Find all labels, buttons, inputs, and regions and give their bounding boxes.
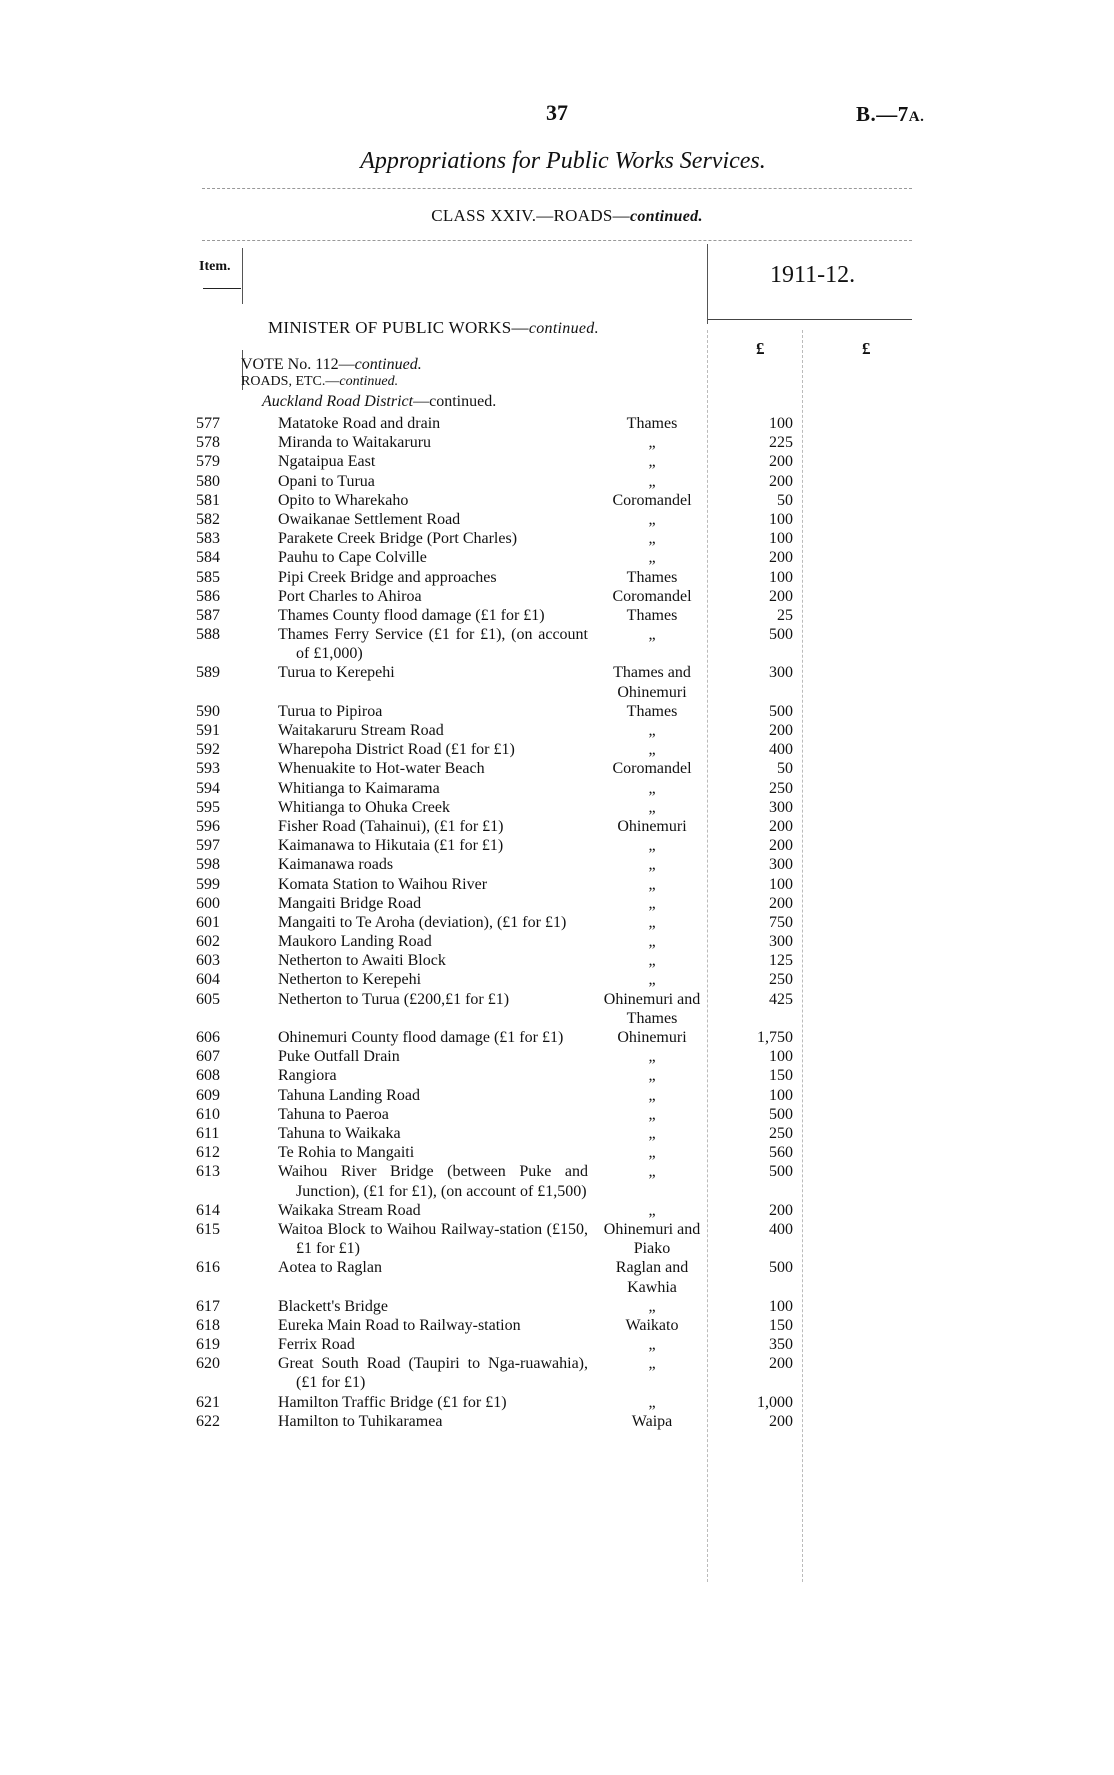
item-number: 589 [196,664,220,682]
item-number: 585 [196,568,220,586]
item-number: 619 [196,1336,220,1354]
item-number: 588 [196,626,220,644]
table-top-rule [202,240,912,241]
item-description: Blackett's Bridge [278,1297,388,1315]
item-amount: 350 [769,1336,793,1354]
item-amount: 200 [769,1201,793,1219]
item-description: Tahuna to Paeroa [278,1105,389,1123]
item-amount: 1,750 [757,1029,793,1047]
item-number: 591 [196,722,220,740]
table-row [0,721,1114,740]
year-header-rule [708,319,912,320]
table-row [0,1316,1114,1335]
item-number: 584 [196,549,220,567]
item-amount: 425 [769,990,793,1008]
vote-heading [241,356,422,374]
item-amount: 100 [769,1297,793,1315]
table-row [0,990,1114,1028]
table-row [0,855,1114,874]
title-rule [202,188,912,189]
item-county: „ [648,1355,656,1373]
item-description: Parakete Creek Bridge (Port Charles) [278,530,518,548]
table-row [0,491,1114,510]
item-county: „ [648,1393,656,1411]
district-heading-continued: —continued. [413,393,497,410]
table-row [0,1028,1114,1047]
item-description: Ferrix Road [278,1336,355,1354]
item-county: „ [648,933,656,951]
item-number: 598 [196,856,220,874]
table-row [0,970,1114,989]
roads-heading [241,374,398,390]
item-description: Komata Station to Waihou River [278,875,488,893]
item-amount: 100 [769,1086,793,1104]
item-description: Eureka Main Road to Railway-station [278,1316,521,1334]
item-amount: 200 [769,837,793,855]
item-description: Whenuakite to Hot-water Beach [278,760,485,778]
item-description: Fisher Road (Tahainui), (£1 for £1) [278,817,504,835]
item-description: Opito to Wharekaho [278,491,409,509]
item-county: „ [648,453,656,471]
year-header: 1911-12. [770,262,856,288]
item-number: 577 [196,415,220,432]
item-county: „ [648,741,656,759]
item-amount: 200 [769,1355,793,1373]
table-row [0,875,1114,894]
item-amount: 50 [777,491,793,509]
item-county: „ [648,530,656,548]
item-amount: 300 [769,664,793,682]
table-row [0,587,1114,606]
item-number: 618 [196,1316,220,1334]
item-description: Port Charles to Ahiroa [278,587,422,605]
item-amount: 200 [769,894,793,912]
item-description: Aotea to Raglan [278,1259,382,1277]
item-amount: 100 [769,875,793,893]
item-amount: 100 [769,568,793,586]
item-column-divider [242,248,243,304]
item-county: „ [648,1124,656,1142]
table-row [0,472,1114,491]
item-county: Coromandel [612,760,692,778]
item-amount: 200 [769,453,793,471]
table-row [0,1258,1114,1296]
item-number: 587 [196,606,220,624]
district-heading [262,393,496,411]
table-row [0,1162,1114,1200]
item-number: 611 [196,1124,220,1142]
minister-heading-continued: continued. [528,320,599,337]
item-amount: 200 [769,587,793,605]
item-amount: 500 [769,1105,793,1123]
item-amount: 200 [769,549,793,567]
table-row [0,452,1114,471]
item-number: 594 [196,779,220,797]
table-row [0,1086,1114,1105]
item-description: Waihou River Bridge (between Puke and Junction), (£1 for £1), (on account of £1,500) [278,1163,588,1200]
item-description: Whitianga to Kaimarama [278,779,440,797]
item-description: Netherton to Kerepehi [278,971,422,989]
table-row [0,625,1114,663]
item-number: 581 [196,491,220,509]
item-description: Netherton to Turua (£200,£1 for £1) [278,990,510,1008]
table-row [0,1220,1114,1258]
item-number: 612 [196,1144,220,1162]
item-amount: 1,000 [757,1393,793,1411]
table-row [0,702,1114,721]
item-amount: 225 [769,434,793,452]
table-row [0,510,1114,529]
item-number: 592 [196,741,220,759]
item-county: Coromandel [612,587,692,605]
item-county: Coromandel [612,491,692,509]
item-county: Thames [626,702,678,720]
item-number: 583 [196,530,220,548]
item-number: 602 [196,933,220,951]
item-amount: 100 [769,415,793,432]
item-description: Whitianga to Ohuka Creek [278,798,450,816]
item-amount: 750 [769,913,793,931]
item-number: 606 [196,1029,220,1047]
year-column-divider [707,244,708,324]
pound-header-col1: £ [756,339,765,358]
item-number: 616 [196,1259,220,1277]
item-amount: 500 [769,626,793,644]
table-row [0,1393,1114,1412]
item-county: „ [648,1048,656,1066]
item-county: „ [648,1163,656,1181]
pound-header-col2: £ [862,339,871,358]
district-heading-main: Auckland Road District [262,393,414,410]
item-amount: 400 [769,1220,793,1238]
item-county: „ [648,856,656,874]
item-county: „ [648,510,656,528]
page-title: Appropriations for Public Works Services. [360,148,766,174]
item-amount: 200 [769,817,793,835]
item-number: 593 [196,760,220,778]
item-county: „ [648,1297,656,1315]
item-amount: 560 [769,1144,793,1162]
item-header-rule [203,288,241,289]
table-row [0,1201,1114,1220]
table-row [0,759,1114,778]
item-amount: 25 [777,606,793,624]
item-amount: 400 [769,741,793,759]
item-amount: 500 [769,702,793,720]
item-county: Thames [626,568,678,586]
item-amount: 100 [769,510,793,528]
item-description: Waitakaruru Stream Road [278,722,444,740]
item-county: „ [648,722,656,740]
table-row [0,1297,1114,1316]
minister-heading-main: MINISTER OF PUBLIC WORKS— [268,318,529,337]
item-description: Waikaka Stream Road [278,1201,421,1219]
item-number: 614 [196,1201,220,1219]
item-description: Turua to Pipiroa [278,702,383,720]
item-amount: 150 [769,1316,793,1334]
item-description: Pauhu to Cape Colville [278,549,427,567]
item-county: „ [648,913,656,931]
item-description: Pipi Creek Bridge and approaches [278,568,497,586]
item-description: Hamilton to Tuhikaramea [278,1412,443,1430]
item-number: 605 [196,990,220,1008]
item-county: „ [648,434,656,452]
item-number: 586 [196,587,220,605]
item-number: 596 [196,817,220,835]
table-row [0,1354,1114,1392]
table-row [0,1047,1114,1066]
table-row [0,894,1114,913]
class-heading-continued: continued. [629,208,703,225]
item-amount: 200 [769,1412,793,1430]
item-county: „ [648,837,656,855]
page-number: 37 [546,100,568,125]
item-county: „ [648,1336,656,1354]
item-description: Ohinemuri County flood damage (£1 for £1) [278,1029,564,1047]
table-row [0,913,1114,932]
table-row [0,1412,1114,1431]
table-row [0,606,1114,625]
table-row [0,740,1114,759]
item-number: 603 [196,952,220,970]
item-number: 580 [196,472,220,490]
item-number: 582 [196,510,220,528]
item-county: „ [648,1086,656,1104]
item-column-header: Item. [199,259,231,274]
vote-heading-main: VOTE No. 112— [241,356,355,373]
item-number: 607 [196,1048,220,1066]
minister-heading [268,318,599,338]
item-county: Ohinemuri [617,817,687,835]
roads-heading-continued: continued. [339,374,399,389]
item-number: 620 [196,1355,220,1373]
item-description: Thames Ferry Service (£1 for £1), (on account of £1,000) [278,626,588,663]
item-county: Thames [626,606,678,624]
item-amount: 250 [769,1124,793,1142]
table-row [0,414,1114,433]
item-county: Waikato [625,1316,679,1334]
table-row [0,1124,1114,1143]
table-row [0,798,1114,817]
item-county: Thames and Ohinemuri [613,664,691,701]
table-row [0,932,1114,951]
item-county: Waipa [631,1412,673,1430]
document-reference [856,102,924,127]
table-row [0,817,1114,836]
item-amount: 150 [769,1067,793,1085]
reference-suffix: A. [908,109,925,125]
item-county: Ohinemuri [617,1029,687,1047]
item-amount: 200 [769,722,793,740]
class-heading [0,206,1114,226]
item-description: Tahuna Landing Road [278,1086,420,1104]
item-description: Hamilton Traffic Bridge (£1 for £1) [278,1393,507,1411]
item-amount: 50 [777,760,793,778]
item-county: Ohinemuri and Thames [603,990,701,1027]
item-number: 578 [196,434,220,452]
item-number: 617 [196,1297,220,1315]
item-description: Waitoa Block to Waihou Railway-station (£150, £1 for £1) [278,1220,588,1258]
item-description: Kaimanawa roads [278,856,394,874]
item-amount: 250 [769,971,793,989]
item-description: Rangiora [278,1067,337,1085]
table-row [0,529,1114,548]
item-description: Maukoro Landing Road [278,933,432,951]
item-amount: 250 [769,779,793,797]
item-county: „ [648,549,656,567]
item-number: 613 [196,1163,220,1181]
item-number: 621 [196,1393,220,1411]
table-row [0,433,1114,452]
item-county: „ [648,1144,656,1162]
table-body [0,414,1114,1431]
table-row [0,663,1114,701]
item-number: 610 [196,1105,220,1123]
item-county: „ [648,894,656,912]
table-row [0,1066,1114,1085]
table-row [0,779,1114,798]
item-amount: 100 [769,1048,793,1066]
roads-heading-main: ROADS, ETC.— [241,374,340,389]
item-number: 595 [196,798,220,816]
item-amount: 200 [769,472,793,490]
item-description: Puke Outfall Drain [278,1048,400,1066]
item-description: Ngataipua East [278,453,376,471]
item-county: „ [648,472,656,490]
item-number: 579 [196,453,220,471]
item-county: „ [648,971,656,989]
item-description: Matatoke Road and drain [278,415,441,432]
item-number: 604 [196,971,220,989]
table-row [0,1105,1114,1124]
item-amount: 125 [769,952,793,970]
item-amount: 300 [769,933,793,951]
item-county: „ [648,779,656,797]
item-amount: 300 [769,856,793,874]
item-number: 608 [196,1067,220,1085]
item-county: „ [648,798,656,816]
item-number: 600 [196,894,220,912]
table-row [0,1143,1114,1162]
item-description: Owaikanae Settlement Road [278,510,461,528]
item-number: 609 [196,1086,220,1104]
item-description: Thames County flood damage (£1 for £1) [278,606,545,624]
item-number: 622 [196,1412,220,1430]
table-row [0,568,1114,587]
item-number: 601 [196,913,220,931]
item-description: Great South Road (Taupiri to Nga-ruawahia), (£1 for £1) [278,1355,588,1392]
item-amount: 500 [769,1163,793,1181]
item-description: Miranda to Waitakaruru [278,434,432,452]
item-number: 615 [196,1220,220,1238]
item-description: Opani to Turua [278,472,375,490]
item-description: Mangaiti Bridge Road [278,894,422,912]
table-row [0,951,1114,970]
item-county: „ [648,952,656,970]
item-number: 599 [196,875,220,893]
item-description: Turua to Kerepehi [278,664,395,682]
reference-main: B.—7 [856,102,909,126]
item-amount: 300 [769,798,793,816]
item-county: „ [648,1105,656,1123]
item-number: 597 [196,837,220,855]
item-county: Ohinemuri and Piako [603,1220,701,1258]
item-description: Mangaiti to Te Aroha (deviation), (£1 for £1) [278,913,567,931]
item-county: „ [648,1067,656,1085]
item-description: Te Rohia to Mangaiti [278,1144,415,1162]
item-description: Tahuna to Waikaka [278,1124,401,1142]
item-county: Raglan and Kawhia [615,1259,689,1296]
class-heading-main: CLASS XXIV.—ROADS— [431,206,630,225]
table-row [0,1335,1114,1354]
item-county: „ [648,626,656,644]
table-row [0,836,1114,855]
vote-heading-continued: continued. [354,356,422,373]
item-description: Wharepoha District Road (£1 for £1) [278,741,515,759]
item-county: „ [648,1201,656,1219]
item-county: Thames [626,415,678,432]
item-description: Netherton to Awaiti Block [278,952,446,970]
item-number: 590 [196,702,220,720]
item-amount: 100 [769,530,793,548]
table-row [0,548,1114,567]
item-amount: 500 [769,1259,793,1277]
item-description: Kaimanawa to Hikutaia (£1 for £1) [278,837,504,855]
item-county: „ [648,875,656,893]
